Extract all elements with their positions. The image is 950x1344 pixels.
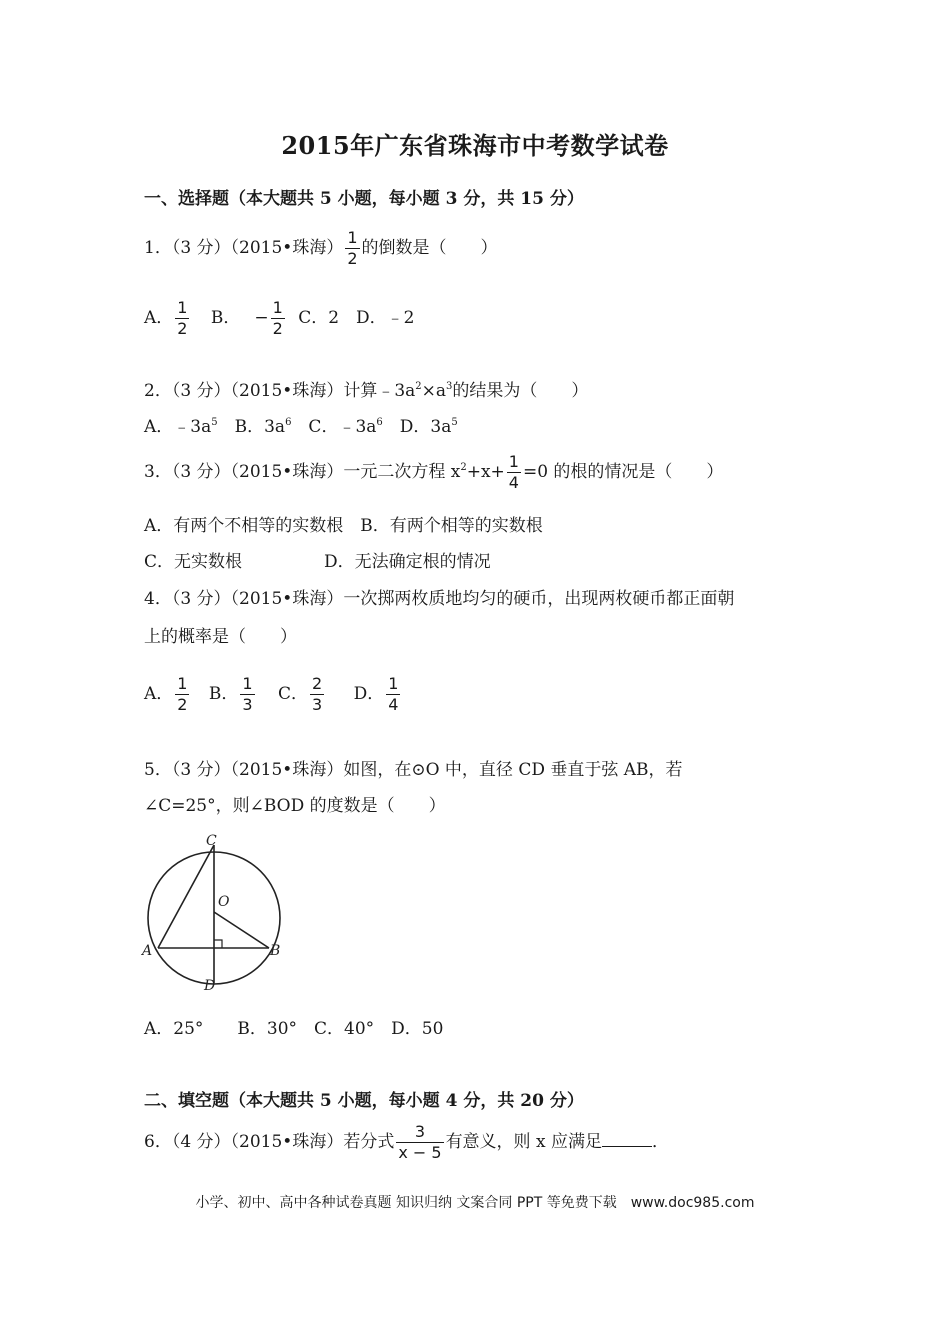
segment-ca bbox=[158, 845, 214, 948]
q1-b-num: 1 bbox=[272, 298, 283, 317]
q1-frac-den: 2 bbox=[347, 249, 358, 268]
section-heading-choice: 一、选择题（本大题共 5 小题，每小题 3 分，共 15 分） bbox=[144, 189, 584, 209]
section-heading-fill-blank: 二、填空题（本大题共 5 小题，每小题 4 分，共 20 分） bbox=[144, 1091, 584, 1111]
q4-a-den: 2 bbox=[177, 695, 188, 714]
q2-option-d: D．3a bbox=[382, 417, 452, 437]
right-angle-mark bbox=[214, 940, 222, 948]
q1-options bbox=[144, 298, 415, 339]
q4-option-b-frac bbox=[240, 674, 254, 715]
answer-blank bbox=[602, 1130, 652, 1147]
q2-option-d-exp: 5 bbox=[451, 417, 458, 428]
q4-option-a-frac bbox=[175, 674, 189, 715]
q4-options bbox=[144, 674, 402, 715]
q4-option-d-label: D． bbox=[353, 684, 385, 704]
q1-option-b-frac bbox=[271, 298, 285, 339]
q2-text-mid: ×a bbox=[421, 381, 447, 401]
q4-option-d-frac bbox=[386, 674, 400, 715]
q4-option-c-label: C． bbox=[277, 684, 308, 704]
q3-option-c: C．无实数根 bbox=[144, 552, 243, 572]
question-1 bbox=[144, 228, 498, 269]
q1-option-a-label: A． bbox=[144, 308, 174, 328]
q4-a-num: 1 bbox=[177, 674, 188, 693]
q6-text-post: 有意义，则 x 应满足 bbox=[445, 1132, 602, 1152]
q2-option-c: C．﹣3a bbox=[291, 417, 377, 437]
q6-text-pre: 6．（4 分）（2015•珠海）若分式 bbox=[144, 1132, 395, 1152]
label-a: A bbox=[142, 943, 153, 959]
q4-option-c-frac bbox=[310, 674, 324, 715]
question-4-line-1: 4．（3 分）（2015•珠海）一次掷两枚质地均匀的硬币，出现两枚硬币都正面朝 bbox=[144, 589, 735, 609]
q6-text-end: ． bbox=[651, 1132, 669, 1152]
q1-a-den: 2 bbox=[177, 319, 188, 338]
q6-fraction bbox=[396, 1122, 443, 1163]
q1-prefix: 1．（3 分）（2015•珠海） bbox=[144, 238, 344, 258]
q4-d-num: 1 bbox=[388, 674, 399, 693]
q2-options bbox=[144, 412, 458, 437]
q2-option-c-exp: 6 bbox=[376, 417, 383, 428]
q3-exp: 2 bbox=[460, 462, 467, 473]
q6-frac-den: x − 5 bbox=[398, 1143, 442, 1162]
q1-option-a-frac bbox=[175, 298, 189, 339]
q3-options-ab: A．有两个不相等的实数根 B．有两个相等的实数根 bbox=[144, 516, 543, 536]
q1-options-cd: C．2 D．﹣2 bbox=[298, 308, 415, 328]
q2-option-b-exp: 6 bbox=[285, 417, 292, 428]
label-c: C bbox=[206, 833, 217, 849]
q6-frac-num: 3 bbox=[414, 1122, 426, 1141]
label-o: O bbox=[218, 894, 230, 910]
footer-text: 小学、初中、高中各种试卷真题 知识归纳 文案合同 PPT 等免费下载 www.doc985.com bbox=[195, 1195, 755, 1211]
q2-option-a-exp: 5 bbox=[211, 417, 218, 428]
q2-text-post: 的结果为（ ） bbox=[452, 381, 589, 401]
question-6 bbox=[144, 1122, 669, 1163]
q1-option-b-sign: − bbox=[254, 308, 269, 328]
q1-a-num: 1 bbox=[177, 298, 188, 317]
label-b: B bbox=[270, 943, 281, 959]
q4-b-den: 3 bbox=[242, 695, 253, 714]
q2-option-b: B．3a bbox=[217, 417, 286, 437]
q3-fraction bbox=[507, 452, 521, 493]
q1-frac-num: 1 bbox=[347, 228, 358, 247]
q4-c-den: 3 bbox=[311, 695, 323, 714]
q3-text-post: =0 的根的情况是（ ） bbox=[522, 462, 724, 482]
q3-frac-num: 1 bbox=[508, 452, 519, 471]
q1-option-b-label: B． bbox=[210, 308, 241, 328]
circle-geometry-figure bbox=[138, 828, 288, 998]
q3-option-d: D．无法确定根的情况 bbox=[324, 552, 491, 572]
q4-option-a-label: A． bbox=[144, 684, 174, 704]
q4-d-den: 4 bbox=[388, 695, 399, 714]
q5-options: A．25° B．30° C．40° D．50 bbox=[144, 1019, 444, 1039]
question-2 bbox=[144, 376, 588, 401]
question-3 bbox=[144, 452, 723, 493]
question-5-line-2: ∠C=25°，则∠BOD 的度数是（ ） bbox=[144, 796, 446, 816]
q1-fraction bbox=[345, 228, 359, 269]
q2-exp-2: 3 bbox=[446, 381, 453, 392]
question-5-line-1: 5．（3 分）（2015•珠海）如图，在⊙O 中，直径 CD 垂直于弦 AB，若 bbox=[144, 760, 683, 780]
q2-text-pre: 2．（3 分）（2015•珠海）计算﹣3a bbox=[144, 381, 416, 401]
label-d: D bbox=[204, 978, 216, 994]
q2-option-a: A．﹣3a bbox=[144, 417, 212, 437]
q3-text-mid: +x+ bbox=[466, 462, 505, 482]
question-4-line-2: 上的概率是（ ） bbox=[144, 627, 297, 647]
q2-exp-1: 2 bbox=[415, 381, 422, 392]
q3-text-pre: 3．（3 分）（2015•珠海）一元二次方程 x bbox=[144, 462, 461, 482]
q4-b-num: 1 bbox=[242, 674, 253, 693]
q1-b-den: 2 bbox=[272, 319, 283, 338]
q1-suffix: 的倒数是（ ） bbox=[361, 238, 498, 258]
page-title: 2015年广东省珠海市中考数学试卷 bbox=[281, 131, 669, 160]
q4-c-num: 2 bbox=[311, 674, 323, 693]
q3-frac-den: 4 bbox=[508, 473, 519, 492]
q4-option-b-label: B． bbox=[208, 684, 239, 704]
